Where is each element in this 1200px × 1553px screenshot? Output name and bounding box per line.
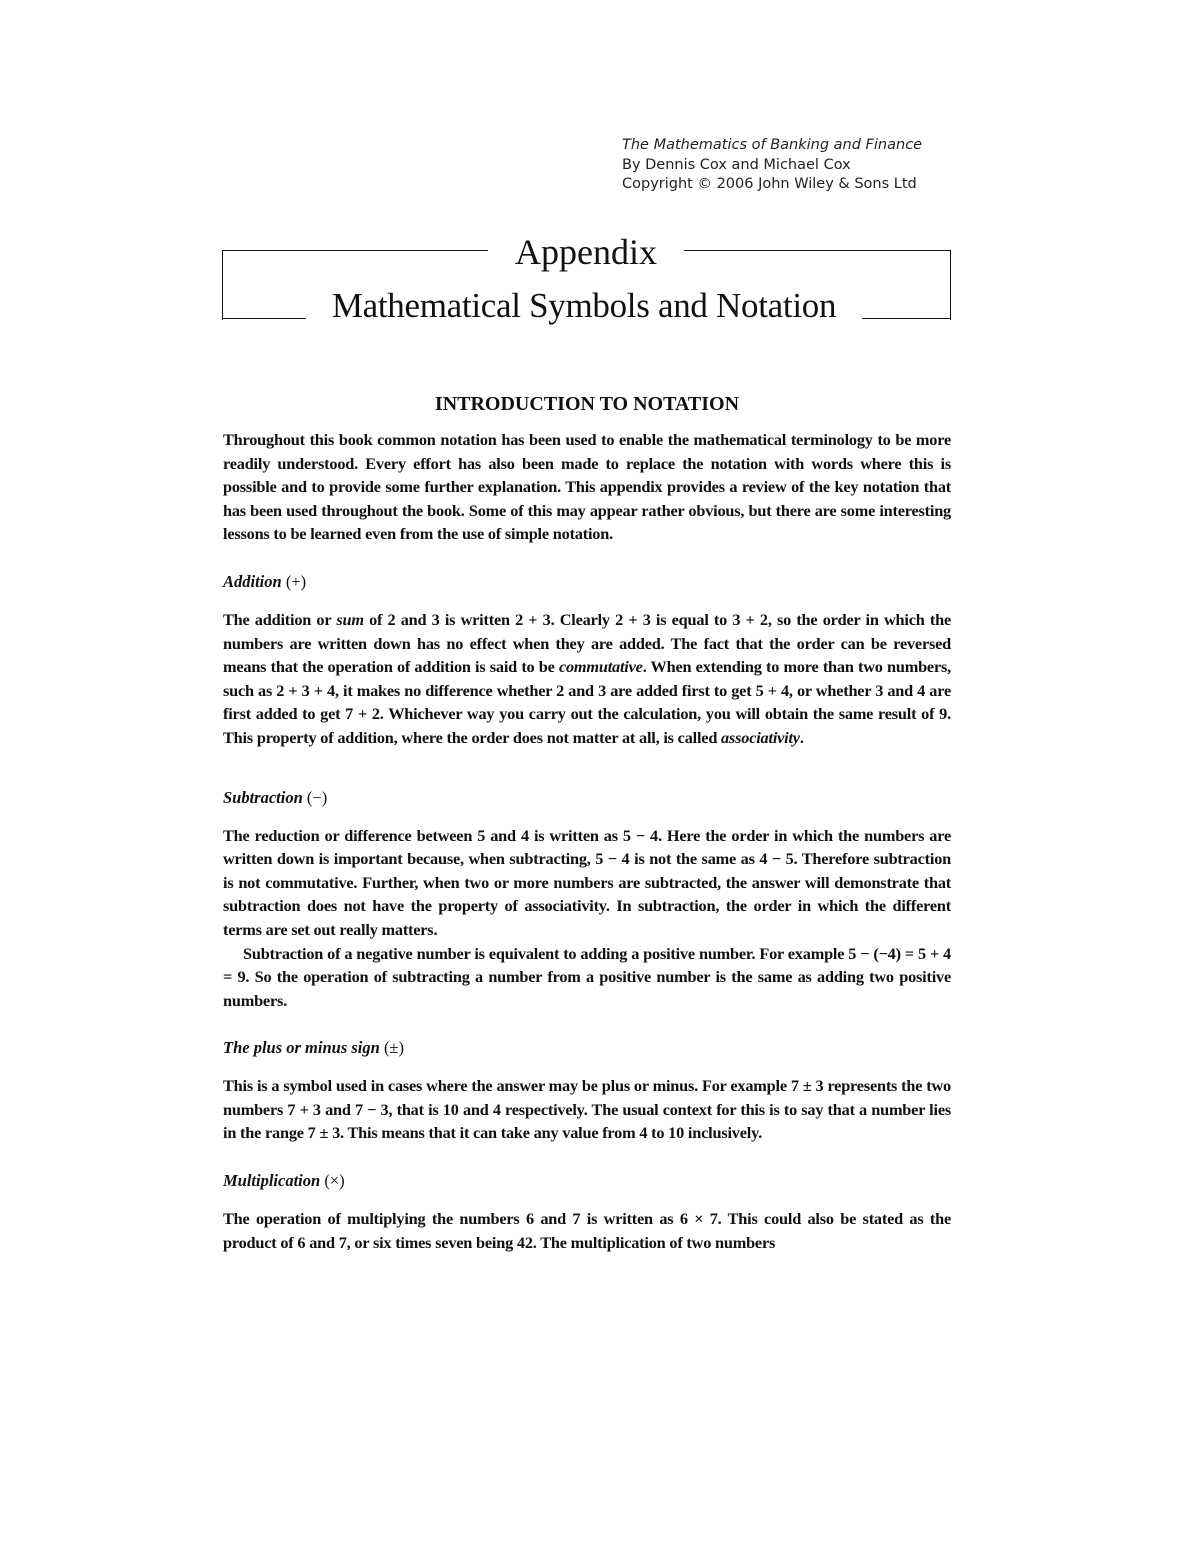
addition-paragraph [223,608,951,750]
subtraction-title: Subtraction [223,787,303,807]
frame-top-rule-right [684,250,951,251]
addition-text-3: . When extending to more than two numbers, such as 2 + 3 + 4, it makes no difference whether 2 and 3 are added first to get 5 + 4, or whether 3 and 4 are first added to get 7 + 2. Whichever way you carry out the calculation, you will obtain the same result of 9. This property of addition, where the order does not matter at all, is called [223,657,951,747]
book-authors: By Dennis Cox and Michael Cox [622,156,851,173]
book-citation [622,136,962,195]
appendix-label: Appendix [515,232,657,272]
addition-heading [223,570,951,594]
section-heading: INTRODUCTION TO NOTATION [434,393,740,415]
subtraction-paragraph-2: Subtraction of a negative number is equivalent to adding a positive number. For example 5 − (−4) = 5 + 4 = 9. So the operation of subtracting a number from a positive number is the same as adding two positive numbers. [223,943,951,1010]
addition-term-sum: sum [336,609,364,629]
plus-minus-symbol: (±) [383,1038,404,1058]
multiplication-heading [223,1169,951,1193]
book-copyright: Copyright © 2006 John Wiley & Sons Ltd [622,176,917,192]
addition-term-commutative: commutative [558,657,643,677]
addition-text-4: . [799,727,804,747]
frame-bottom-rule-right [862,318,951,319]
addition-text-2: of 2 and 3 is written 2 + 3. Clearly 2 + 3 is equal to 3 + 2, so the order in which the numbers are written down has no effect when they are added. The fact that the order can be reversed means that the operation of addition is said to be [223,609,951,677]
intro-paragraph: Throughout this book common notation has been used to enable the mathematical terminology to be more readily understood. Every effort has also been made to replace the notation with words where this is possible and to provide some further explanation. This appendix provides a review of the key notation that has been used throughout the book. Some of this may appear rather obvious, but there are some interesting lessons to be learned even from the use of simple notation. [223,430,951,544]
multiplication-paragraph: The operation of multiplying the numbers 6 and 7 is written as 6 × 7. This could also be stated as the product of 6 and 7, or six times seven being 42. The multiplication of two numbers [223,1209,951,1252]
addition-title: Addition [223,571,282,591]
frame-bottom-rule-left [222,318,306,319]
plus-minus-heading [223,1036,951,1060]
chapter-title: Mathematical Symbols and Notation [331,286,837,325]
plus-minus-paragraph: This is a symbol used in cases where the answer may be plus or minus. For example 7 ± 3 represents the two numbers 7 + 3 and 7 − 3, that is 10 and 4 respectively. The usual context for this is to say that a number lies in the range 7 ± 3. This means that it can take any value from 4 to 10 inclusively. [223,1076,951,1143]
addition-term-associativity: associativity [721,727,800,747]
frame-top-rule-left [222,250,488,251]
addition-text-1: The addition or [223,609,337,629]
multiplication-symbol: (×) [324,1171,345,1191]
book-title: The Mathematics of Banking and Finance [622,137,923,153]
plus-minus-title: The plus or minus sign [223,1038,380,1058]
addition-symbol: (+) [285,571,307,591]
subtraction-heading [223,786,951,810]
multiplication-title: Multiplication [223,1171,321,1191]
main-content [223,390,951,1254]
subtraction-symbol: (−) [306,787,328,807]
subtraction-paragraph-1: The reduction or difference between 5 and 4 is written as 5 − 4. Here the order in which the numbers are written down is important because, when subtracting, 5 − 4 is not the same as 4 − 5. Therefore subtraction is not commutative. Further, when two or more numbers are subtracted, the answer will demonstrate that subtraction does not have the property of associativity. In subtraction, the order in which the different terms are set out really matters. [223,825,951,939]
